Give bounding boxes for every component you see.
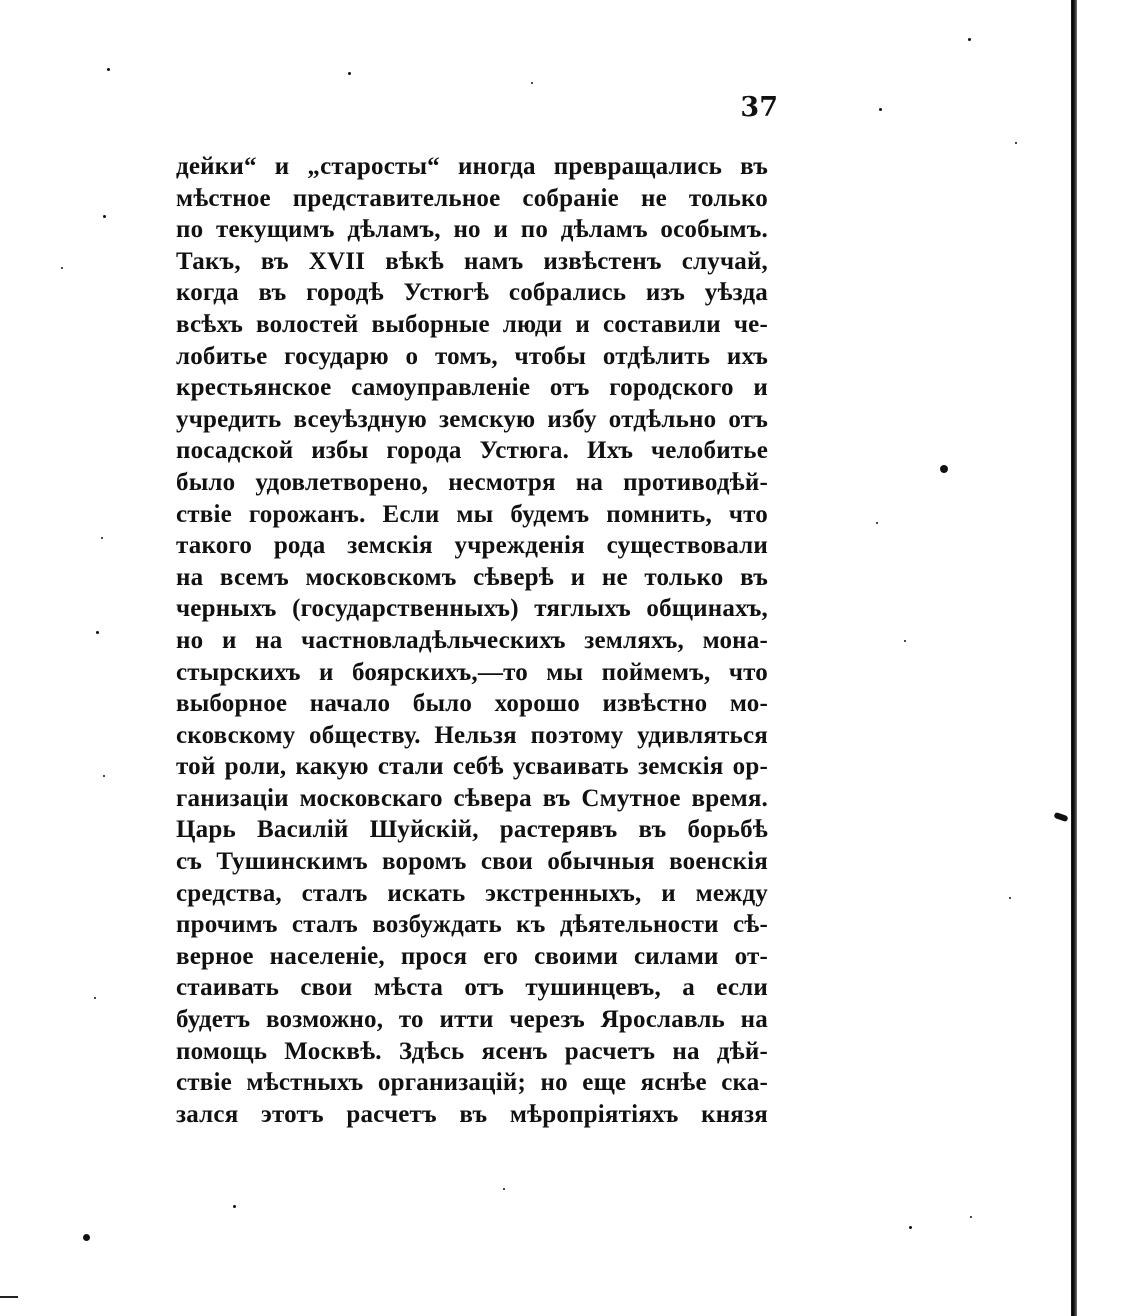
scan-speck (879, 108, 882, 111)
scan-speck (1015, 142, 1017, 144)
text-line: мѣстное представительное собраніе не только (176, 184, 768, 212)
text-line: помощь Москвѣ. Здѣсь ясенъ расчетъ на дѣй- (176, 1037, 768, 1065)
text-line: будетъ возможно, то итти черезъ Ярославль на (176, 1006, 768, 1034)
scan-speck (968, 38, 971, 41)
text-line: на всемъ московскомъ сѣверѣ и не только въ (176, 563, 768, 591)
scan-speck (61, 267, 63, 269)
scan-speck (1009, 897, 1011, 899)
scan-speck (904, 640, 906, 642)
scan-speck (909, 1226, 912, 1229)
text-line: ствіе горожанъ. Если мы будемъ помнить, что (176, 500, 768, 528)
page-binding-edge (1071, 0, 1077, 1316)
text-line: зался этотъ расчетъ въ мѣропріятіяхъ князя (176, 1100, 768, 1128)
text-line: Такъ, въ XVII вѣкѣ намъ извѣстенъ случай, (176, 247, 768, 275)
text-line: было удовлетворено, несмотря на противодѣй- (176, 468, 768, 496)
scan-speck (348, 72, 351, 75)
scan-speck (103, 775, 105, 777)
text-line: верное населеніе, прося его своими силами от- (176, 942, 768, 970)
scan-speck (83, 1234, 90, 1241)
text-line: по текущимъ дѣламъ, но и по дѣламъ особымъ. (176, 216, 768, 244)
scan-speck (876, 522, 878, 524)
scan-mark (0, 1296, 18, 1298)
text-line: стаивать свои мѣста отъ тушинцевъ, а если (176, 974, 768, 1002)
scan-speck (96, 631, 99, 634)
text-line: посадской избы города Устюга. Ихъ челобитье (176, 437, 768, 465)
scan-speck (503, 1188, 505, 1190)
ink-mark (1053, 812, 1068, 822)
text-line: средства, сталъ искать экстренныхъ, и между (176, 879, 768, 907)
body-text (176, 151, 768, 1130)
scan-speck (233, 1205, 236, 1208)
scan-speck (103, 215, 106, 218)
text-line: выборное начало было хорошо извѣстно мо- (176, 690, 768, 718)
text-line: такого рода земскія учрежденія существовали (176, 532, 768, 560)
text-line: но и на частновладѣльческихъ земляхъ, мона- (176, 626, 768, 654)
text-line: стырскихъ и боярскихъ,—то мы поймемъ, что (176, 658, 768, 686)
text-line: сковскому обществу. Нельзя поэтому удивляться (176, 721, 768, 749)
scan-speck (107, 68, 110, 71)
text-line: учредить всеуѣздную земскую избу отдѣльно отъ (176, 405, 768, 433)
text-line: прочимъ сталъ возбуждать къ дѣятельности сѣ- (176, 911, 768, 939)
text-line: когда въ городѣ Устюгѣ собрались изъ уѣзда (176, 279, 768, 307)
page-number: 37 (740, 92, 778, 123)
text-line: крестьянское самоуправленіе отъ городского и (176, 374, 768, 402)
scan-speck (94, 997, 96, 999)
text-line: ганизаціи московскаго сѣвера въ Смутное время. (176, 784, 768, 812)
text-line: всѣхъ волостей выборные люди и составили че- (176, 310, 768, 338)
text-line: той роли, какую стали себѣ усваивать земскія ор- (176, 753, 768, 781)
text-line: ствіе мѣстныхъ организацій; но еще яснѣе ска- (176, 1069, 768, 1097)
text-line: черныхъ (государственныхъ) тяглыхъ общинахъ, (176, 595, 768, 623)
scan-speck (531, 82, 533, 84)
scan-speck (970, 1216, 972, 1218)
text-line: Царь Василій Шуйскій, растерявъ въ борьбѣ (176, 816, 768, 844)
scan-speck (940, 465, 948, 473)
text-line: лобитье государю о томъ, чтобы отдѣлить ихъ (176, 342, 768, 370)
scan-speck (101, 537, 103, 539)
text-line: съ Тушинскимъ воромъ свои обычныя военскія (176, 848, 768, 876)
text-line: дейки“ и „старосты“ иногда превращались въ (176, 153, 768, 180)
